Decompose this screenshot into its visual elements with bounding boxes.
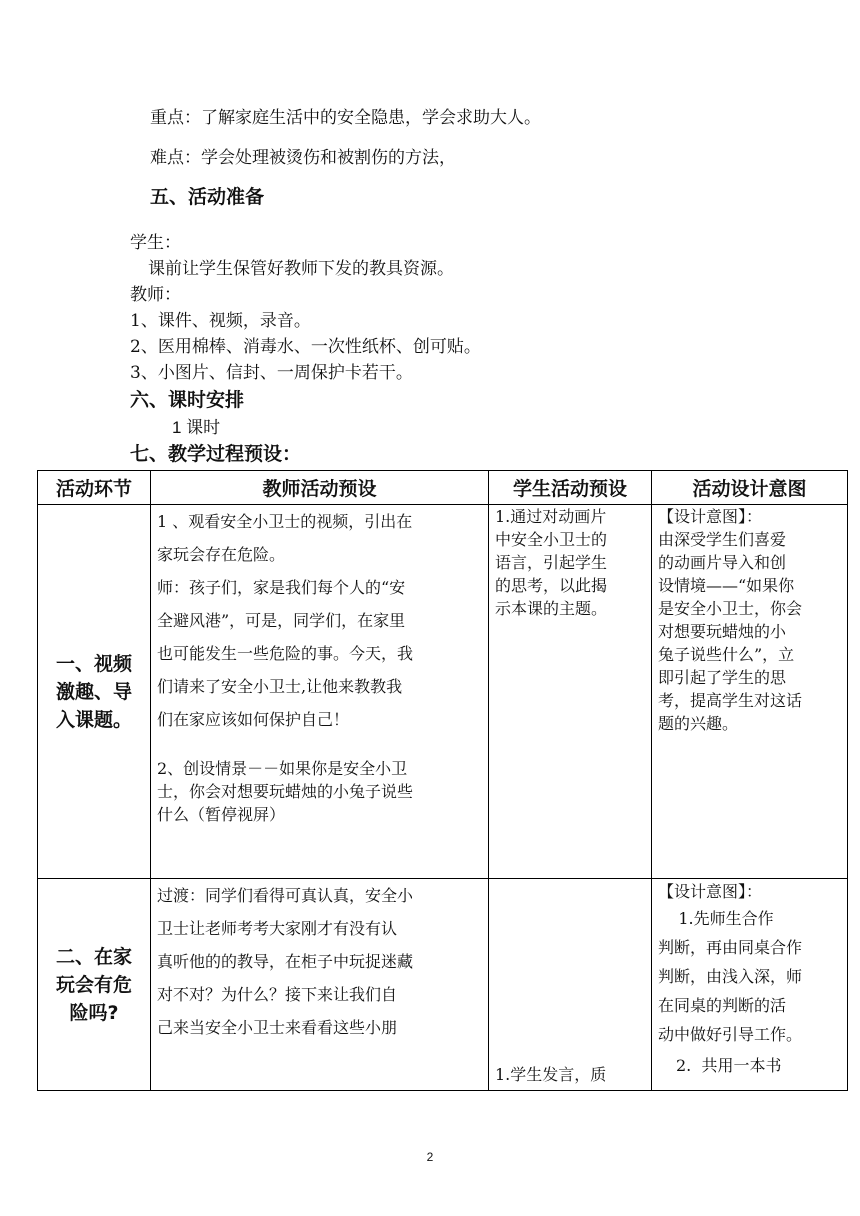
cell-line: 考，提高学生对这话 [658, 691, 803, 710]
key-point: 重点：了解家庭生活中的安全隐患，学会求助大人。 [150, 108, 541, 128]
header-stage: 活动环节 [38, 471, 151, 505]
difficulty-point: 难点：学会处理被烫伤和被割伤的方法， [150, 148, 456, 168]
student-label: 学生： [130, 233, 181, 253]
header-student: 学生活动预设 [489, 471, 652, 505]
teacher-prep-item: 2、医用棉棒、消毒水、一次性纸杯、创可贴。 [130, 337, 481, 357]
cell-line: 由深受学生们喜爱 [658, 530, 787, 549]
cell-line: 设情境——“如果你 [658, 576, 795, 595]
cell-line: 示本课的主题。 [495, 599, 608, 618]
cell-line [151, 736, 488, 757]
cell-line: 过渡：同学们看得可真认真，安全小 [157, 886, 414, 905]
teacher-label: 教师： [130, 285, 181, 305]
student-cell [489, 879, 652, 1091]
cell-line: 兔子说些什么”，立 [658, 645, 795, 664]
cell-line: 是安全小卫士，你会 [658, 599, 803, 618]
cell-line: 1.学生发言，质 [495, 1065, 607, 1084]
cell-line: 什么（暂停视屏） [157, 805, 286, 824]
teacher-prep-item: 1、课件、视频，录音。 [130, 311, 311, 331]
cell-line: 2. 共用一本书 [676, 1056, 782, 1075]
cell-line: 动中做好引导工作。 [658, 1025, 803, 1044]
cell-line: 1 、观看安全小卫士的视频，引出在 [157, 512, 413, 531]
cell-line: 的思考，以此揭 [495, 576, 608, 595]
cell-line: 全避风港”，可是，同学们，在家里 [157, 611, 406, 630]
cell-line: 士，你会对想要玩蜡烛的小兔子说些 [157, 782, 414, 801]
cell-line: 2、创设情景－－如果你是安全小卫 [157, 759, 408, 778]
section-schedule-title: 六、课时安排 [130, 389, 245, 411]
cell-line: 判断，再由同桌合作 [658, 938, 803, 957]
teacher-cell [151, 505, 489, 879]
cell-line: 师：孩子们，家是我们每个人的“安 [157, 578, 406, 597]
cell-line: 在同桌的判断的活 [658, 996, 787, 1015]
section-prep-title: 五、活动准备 [150, 186, 265, 208]
stage-cell: 一、视频 激趣、导 入课题。 [38, 505, 151, 879]
cell-line: 家玩会存在危险。 [157, 545, 286, 564]
header-teacher: 教师活动预设 [151, 471, 489, 505]
cell-line: 中安全小卫士的 [495, 530, 608, 549]
table-header-row [38, 471, 848, 505]
student-prep-item: 课前让学生保管好教师下发的教具资源。 [148, 259, 454, 279]
cell-line: 即引起了学生的思 [658, 668, 787, 687]
page-number: 2 [426, 1150, 434, 1164]
intent-cell [652, 505, 848, 879]
cell-line: 题的兴趣。 [658, 714, 739, 733]
table-row [38, 505, 848, 879]
stage-cell: 二、在家 玩会有危 险吗? [38, 879, 151, 1091]
cell-line: 判断，由浅入深，师 [658, 967, 803, 986]
table-row [38, 879, 848, 1091]
cell-line: 1.通过对动画片 [495, 507, 607, 526]
cell-line: 【设计意图】： [658, 507, 763, 526]
cell-line: 卫士让老师考考大家刚才有没有认 [157, 919, 398, 938]
cell-line: 对不对？为什么？接下来让我们自 [157, 985, 398, 1004]
cell-line: 们在家应该如何保护自己！ [157, 710, 350, 729]
cell-line: 己来当安全小卫士来看看这些小朋 [157, 1018, 398, 1037]
cell-line: 真听他的的教导，在柜子中玩捉迷藏 [157, 952, 414, 971]
process-table [37, 470, 848, 1091]
header-intent: 活动设计意图 [652, 471, 848, 505]
teacher-cell [151, 879, 489, 1091]
teacher-prep-item: 3、小图片、信封、一周保护卡若干。 [130, 363, 413, 383]
section-process-title: 七、教学过程预设： [130, 443, 302, 465]
cell-line: 对想要玩蜡烛的小 [658, 622, 787, 641]
cell-line: 【设计意图】： [658, 882, 763, 901]
cell-line: 语言，引起学生 [495, 553, 608, 572]
cell-line: 也可能发生一些危险的事。今天，我 [157, 644, 414, 663]
intent-cell [652, 879, 848, 1091]
cell-line: 们请来了安全小卫士,让他来教教我 [157, 677, 403, 696]
student-cell [489, 505, 652, 879]
schedule-value: 1 课时 [172, 418, 221, 437]
cell-line: 1.先师生合作 [658, 909, 774, 928]
cell-line: 的动画片导入和创 [658, 553, 787, 572]
